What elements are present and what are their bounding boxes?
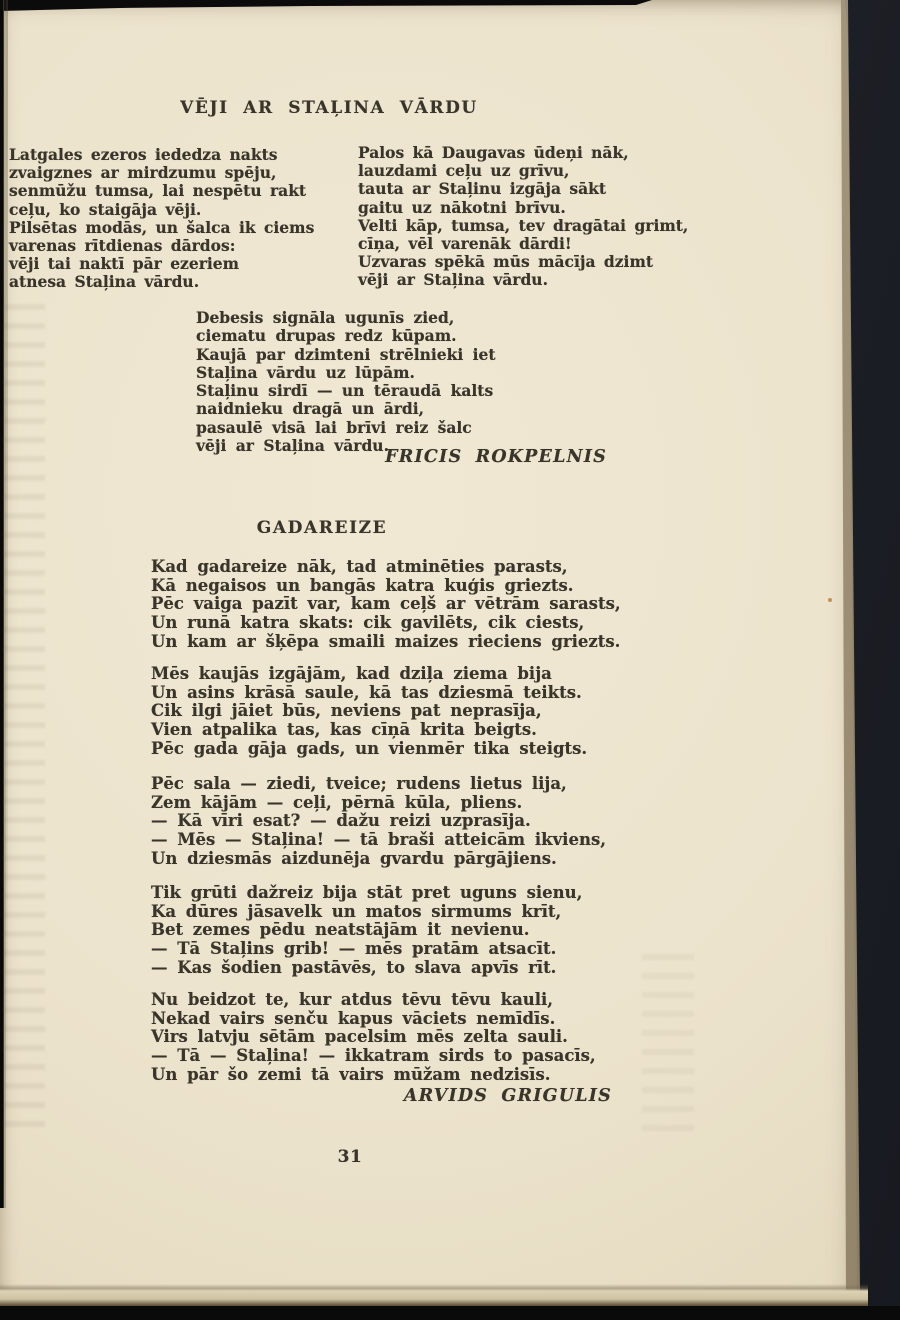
- poem-line: — Mēs — Staļina! — tā braši atteicām ikviens,: [151, 830, 606, 850]
- poem-line: vēji ar Staļina vārdu.: [196, 436, 389, 456]
- poem-line: Cik ilgi jāiet būs, neviens pat neprasīja,: [151, 701, 542, 721]
- poem-line: Latgales ezeros iededza nakts: [9, 145, 278, 164]
- poem-line: pasaulē visā lai brīvi reiz šalc: [196, 417, 472, 437]
- poem1-title: VĒJI AR STAĻINA VĀRDU: [180, 98, 478, 118]
- paper-stain: [828, 598, 832, 602]
- poem2-stanza-4: [151, 884, 671, 978]
- poem-line: cīņa, vēl varenāk dārdi!: [358, 234, 572, 254]
- poem-line: Pilsētas modās, un šalca ik ciems: [9, 217, 315, 237]
- poem-line: — Kas šodien pastāvēs, to slava apvīs rīt.: [151, 957, 557, 977]
- poem-line: Un pār šo zemi tā vairs mūžam nedzisīs.: [151, 1064, 551, 1084]
- bleed-through-text-left: [3, 298, 45, 1136]
- poem-line: Kaujā par dzimteni strēlnieki iet: [196, 344, 496, 364]
- poem-line: ciematu drupas redz kūpam.: [196, 326, 457, 346]
- poem2-author: ARVIDS GRIGULIS: [403, 1086, 612, 1106]
- poem-line: Nu beidzot te, kur atdus tēvu tēvu kauli,: [151, 990, 554, 1009]
- poem-line: Pēc gada gāja gads, un vienmēr tika steigts.: [151, 738, 588, 758]
- poem-line: Velti kāp, tumsa, tev dragātai grimt,: [358, 215, 689, 235]
- poem-line: tauta ar Staļinu izgāja sākt: [358, 179, 607, 199]
- poem-line: Tik grūti dažreiz bija stāt pret uguns sienu,: [151, 883, 583, 902]
- poem-line: Vien atpalika tas, kas cīņā krita beigts.: [151, 720, 537, 740]
- page-number: 31: [337, 1147, 363, 1167]
- poem-line: vēji ar Staļina vārdu.: [358, 270, 548, 290]
- poem-line: — Tā — Staļina! — ikkatram sirds to pasacīs,: [151, 1046, 596, 1066]
- poem-line: Nekad vairs senču kapus vāciets nemīdīs.: [151, 1008, 556, 1028]
- poem2-stanza-2: [151, 665, 671, 759]
- poem2-stanza-5: [151, 991, 671, 1085]
- poem-line: zvaigznes ar mirdzumu spēju,: [9, 163, 277, 183]
- poem-line: Palos kā Daugavas ūdeņi nāk,: [358, 143, 629, 162]
- poem-line: Un runā katra skats: cik gavilēts, cik ciests,: [151, 613, 585, 633]
- poem-line: Un dziesmās aizdunēja gvardu pārgājiens.: [151, 848, 557, 868]
- poem-line: Kā negaisos un bangās katra kuģis griezts.: [151, 575, 574, 595]
- poem-line: Staļina vārdu uz lūpām.: [196, 362, 415, 382]
- poem2-stanza-1: [151, 558, 671, 652]
- poem-line: Kad gadareize nāk, tad atminēties parasts,: [151, 557, 568, 576]
- scan-artifact-bottom-shadow: [0, 1306, 900, 1320]
- poem-line: lauzdami ceļu uz grīvu,: [358, 161, 570, 181]
- poem-line: Virs latvju sētām pacelsim mēs zelta sauli.: [151, 1027, 568, 1047]
- poem-line: Mēs kaujās izgājām, kad dziļa ziema bija: [151, 664, 552, 683]
- poem-line: atnesa Staļina vārdu.: [9, 272, 200, 292]
- poem-line: vēji tai naktī pār ezeriem: [9, 254, 240, 274]
- poem-line: Uzvaras spēkā mūs mācīja dzimt: [358, 252, 654, 272]
- poem-line: Zem kājām — ceļi, pērnā kūla, pliens.: [151, 792, 523, 812]
- poem-line: naidnieku dragā un ārdi,: [196, 399, 425, 419]
- poem2-title: GADAREIZE: [256, 518, 388, 538]
- poem-line: — Kā vīri esat? — dažu reizi uzprasīja.: [151, 811, 531, 831]
- poem-line: varenas rītdienas dārdos:: [9, 236, 236, 256]
- poem-line: ceļu, ko staigāja vēji.: [9, 199, 202, 219]
- poem-line: Pēc vaiga pazīt var, kam ceļš ar vētrām sarasts,: [151, 594, 621, 614]
- poem-line: Ka dūres jāsavelk un matos sirmums krīt,: [151, 901, 562, 921]
- poem1-column-right: [358, 144, 788, 290]
- poem-line: senmūžu tumsa, lai nespētu rakt: [9, 181, 307, 201]
- poem-line: Un asins krāsā saule, kā tas dziesmā teikts.: [151, 682, 582, 702]
- poem2-stanza-3: [151, 775, 671, 869]
- poem-line: — Tā Staļins grib! — mēs pratām atsacīt.: [151, 939, 557, 959]
- poem-line: Staļinu sirdī — un tēraudā kalts: [196, 381, 494, 401]
- poem-line: Debesis signāla ugunīs zied,: [196, 308, 455, 327]
- poem-line: gaitu uz nākotni brīvu.: [358, 197, 566, 217]
- poem-line: Un kam ar šķēpa smaili maizes rieciens griezts.: [151, 631, 621, 651]
- poem-line: Bet zemes pēdu neatstājām it nevienu.: [151, 920, 530, 940]
- poem1-column-left: [9, 146, 354, 292]
- poem1-stanza-center: [196, 309, 626, 455]
- poem-line: Pēc sala — ziedi, tveice; rudens lietus lija,: [151, 774, 567, 793]
- poem1-author: FRICIS ROKPELNIS: [385, 447, 607, 467]
